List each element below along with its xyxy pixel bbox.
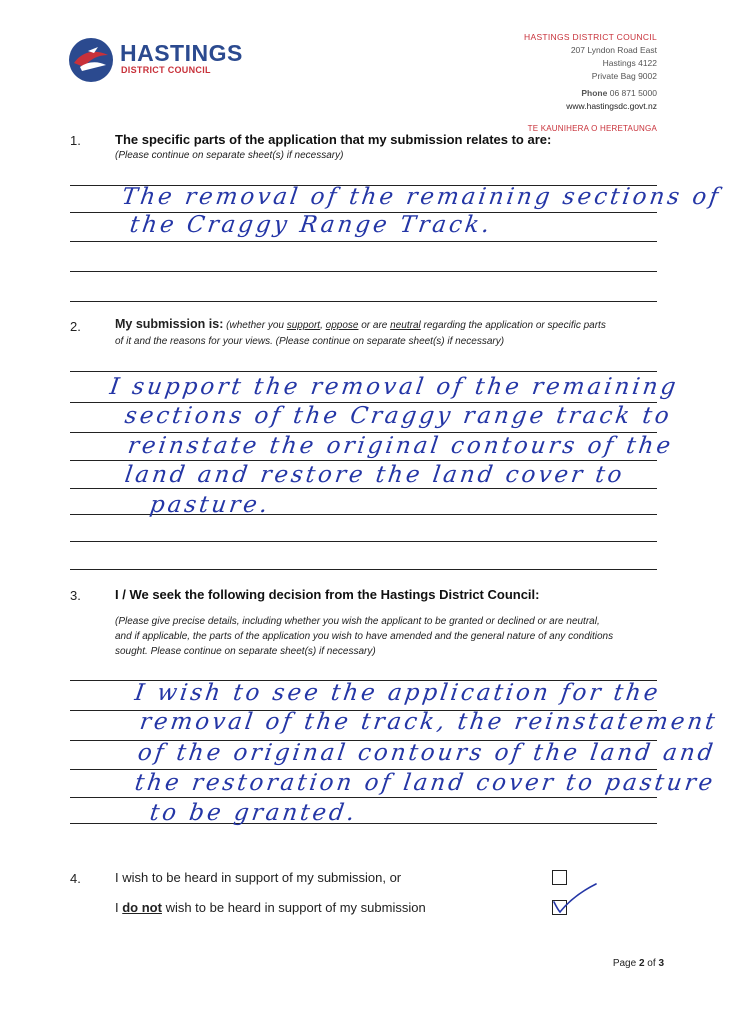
section2-handwriting-line: land and restore the land cover to (123, 462, 627, 488)
section3-note-line2: and if applicable, the parts of the application you wish to have amended and the general nature of any conditions (115, 631, 614, 642)
section1-handwriting-line: the Craggy Range Track. (128, 212, 495, 238)
section3-note-line1: (Please give precise details, including whether you wish the applicant to be granted or declined or are neutral, (115, 616, 600, 627)
option-not-heard-emphasis: do not (122, 900, 162, 915)
section1-number: 1. (70, 133, 81, 148)
section3-line (70, 797, 657, 798)
section2-line (70, 541, 657, 542)
section2-handwriting-line: sections of the Craggy range track to (123, 403, 674, 429)
section3-number: 3. (70, 588, 81, 603)
section2-number: 2. (70, 319, 81, 334)
section2-heading: My submission is: (115, 317, 224, 331)
note-neutral: neutral (390, 320, 421, 331)
section2-note-text: or are (358, 320, 391, 331)
section3-handwriting-line: removal of the track, the reinstatement (138, 709, 720, 735)
address-line1: 207 Lyndon Road East (570, 45, 657, 55)
section2-line (70, 488, 657, 489)
section2-note-text: , (320, 320, 326, 331)
page-of: of (644, 958, 659, 969)
option-not-heard-text: wish to be heard in support of my submission (161, 900, 426, 915)
section2-note-line2: of it and the reasons for your views. (Please continue on separate sheet(s) if necessary) (115, 336, 505, 347)
section3-handwriting-line: the restoration of land cover to pasture (133, 770, 718, 796)
section2-line (70, 460, 657, 461)
option-not-heard-label (115, 900, 426, 915)
page-number (613, 958, 664, 969)
section2-handwriting-line: reinstate the original contours of the (126, 433, 675, 459)
section2-heading-note (115, 317, 675, 333)
section2-note-text: (whether you (226, 320, 287, 331)
council-address (524, 31, 657, 83)
section2-handwriting-line: I support the removal of the remaining (108, 374, 681, 400)
section1-line (70, 241, 657, 242)
address-line3: Private Bag 9002 (591, 71, 657, 81)
logo-name: HASTINGS (120, 40, 243, 66)
phone-line (581, 87, 657, 100)
section3-handwriting-line: of the original contours of the land and (136, 740, 718, 766)
logo-subtitle: DISTRICT COUNCIL (121, 65, 211, 75)
option-not-heard-text: I (115, 900, 123, 915)
website: www.hastingsdc.govt.nz (566, 101, 657, 111)
section3-handwriting-line: to be granted. (148, 800, 360, 826)
section2-line (70, 569, 657, 570)
section3-note-line3: sought. Please continue on separate sheet(s) if necessary) (115, 646, 376, 657)
section1-handwriting-line: The removal of the remaining sections of (120, 184, 723, 210)
note-support: support (286, 320, 321, 331)
section1-line (70, 301, 657, 302)
section2-line (70, 371, 657, 372)
maori-council-name: TE KAUNIHERA O HERETAUNGA (527, 124, 657, 133)
page-total: 3 (658, 958, 664, 969)
section2-note-text: regarding the application or specific parts (420, 320, 606, 331)
address-line2: Hastings 4122 (602, 58, 657, 68)
council-logo-icon (68, 37, 114, 83)
checkmark-icon (550, 882, 598, 918)
page-current: 2 (638, 958, 645, 969)
section4-number: 4. (70, 871, 81, 886)
address-council: HASTINGS DISTRICT COUNCIL (524, 32, 657, 42)
page-label: Page (612, 958, 639, 969)
section1-note: (Please continue on separate sheet(s) if necessary) (115, 150, 344, 161)
note-oppose: oppose (325, 320, 359, 331)
section1-line (70, 271, 657, 272)
section1-heading: The specific parts of the application that my submission relates to are: (115, 132, 552, 147)
section3-handwriting-line: I wish to see the application for the (133, 680, 663, 706)
option-heard-label: I wish to be heard in support of my submission, or (115, 870, 402, 885)
section3-heading: I / We seek the following decision from the Hastings District Council: (115, 587, 540, 602)
phone-number: 06 871 5000 (609, 88, 657, 98)
phone-label: Phone (581, 88, 608, 98)
section2-handwriting-line: pasture. (148, 492, 273, 518)
